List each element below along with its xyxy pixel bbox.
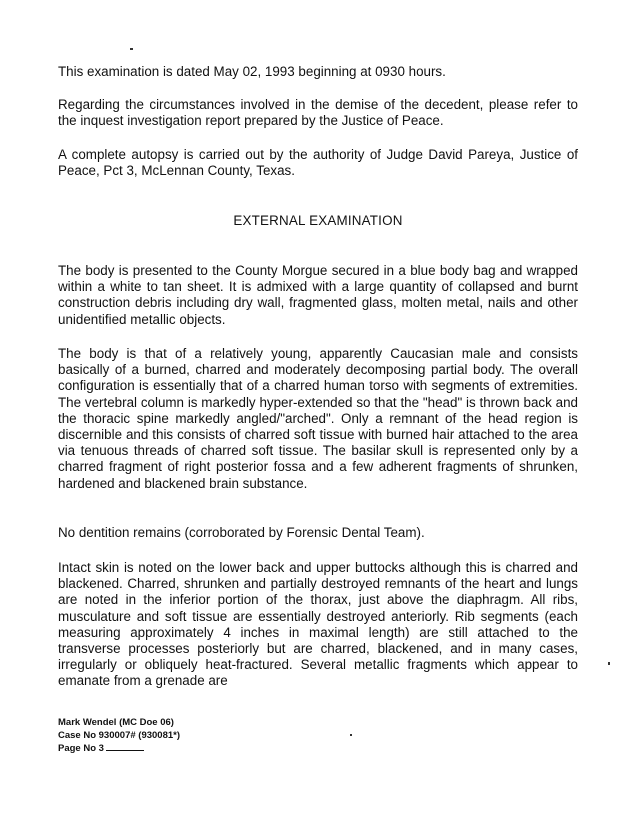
footer-name-line: Mark Wendel (MC Doe 06) [58, 717, 174, 728]
footer-page-line [58, 742, 180, 755]
footer-page-blank [106, 750, 144, 751]
footer-page-label: Page No 3 [58, 743, 104, 754]
skin-organs-paragraph: Intact skin is noted on the lower back and upper buttocks although this is charred and blackened. Charred, shrunken and partially destroyed remnants of the heart and lungs are noted in the inferior portion of the thorax, just above the diaphragm. All ribs, musculature and soft tissue are essentially destroyed anteriorly. Rib segments (each measuring approximately 4 inches in maximal length) are still attached to the transverse processes posteriorly but are charred, blackened, and in many cases, irregularly or obliquely heat-fractured. Several metallic fragments which appear to emanate from a grenade are [58, 560, 578, 689]
dentition-paragraph: No dentition remains (corroborated by Forensic Dental Team). [58, 525, 425, 540]
authority-paragraph: A complete autopsy is carried out by the authority of Judge David Pareya, Justice of Peace, Pct 3, McLennan County, Texas. [58, 147, 578, 179]
circumstances-paragraph: Regarding the circumstances involved in the demise of the decedent, please refer to the inquest investigation report prepared by the Justice of Peace. [58, 97, 578, 129]
footer-case-line: Case No 930007# (930081*) [58, 730, 181, 741]
body-description-paragraph: The body is that of a relatively young, apparently Caucasian male and consists basically of a burned, charred and moderately decomposing partial body. The overall configuration is essentially that of a charred human torso with segments of extremities. The vertebral column is markedly hyper-extended so that the "head" is thrown back and the thoracic spine markedly angled/"arched". Only a remnant of the head region is discernible and this consists of charred soft tissue with burned hair attached to the area via tenuous threads of charred soft tissue. The basilar skull is represented only by a charred fragment of right posterior fossa and a few adherent fragments of shrunken, hardened and blackened brain substance. [58, 346, 578, 491]
scan-speck [350, 734, 352, 736]
section-heading: EXTERNAL EXAMINATION [233, 213, 403, 228]
scan-speck [130, 48, 133, 50]
body-presentation-paragraph: The body is presented to the County Morgue secured in a blue body bag and wrapped within a white to tan sheet. It is admixed with a large quantity of collapsed and burnt construction debris including dry wall, fragmented glass, molten metal, nails and other unidentified metallic objects. [58, 263, 578, 327]
exam-date-paragraph: This examination is dated May 02, 1993 beginning at 0930 hours. [58, 64, 446, 79]
page-footer [58, 716, 180, 755]
scan-speck [608, 662, 610, 665]
